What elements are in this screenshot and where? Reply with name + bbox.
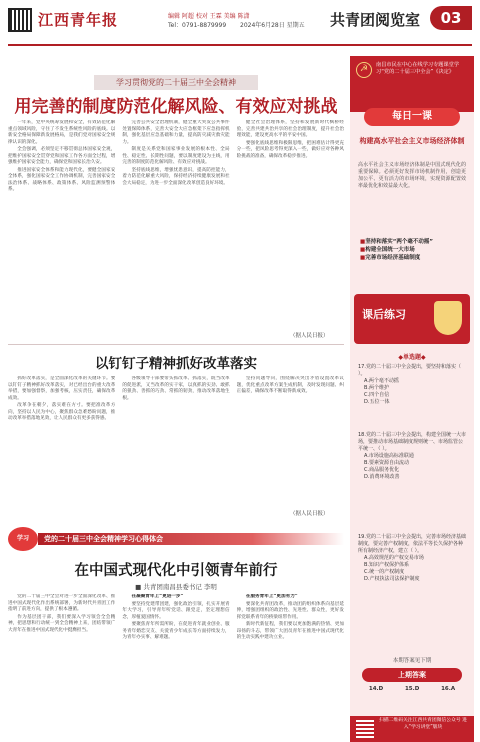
answer-option[interactable]: B.知识产权保护体系 xyxy=(364,562,410,568)
paragraph: 要强化底线思维和极限思维，把困难估计得更充分一些，把风险思考得更深入一些，做好应对各种风险挑战的准备，确保改革稳步推进。 xyxy=(236,140,344,159)
article1-body xyxy=(8,120,344,328)
paragraph: 一年来，党中央统筹发展和安全，有效防范化解重点领域风险，守住了不发生系统性风险的底线。以新安全格局保障新发展格局，是我们党对国家安全规律认识的深化。 xyxy=(8,120,116,145)
daily-lesson-title: 每日一课 xyxy=(364,108,460,126)
paragraph: 要深化共青团改革，推动团的组织体系向基层延伸，增强团组织的政治性、先进性、群众性，更好发挥党联系青年的桥梁纽带作用。 xyxy=(236,601,344,620)
subheading: 在凝聚青年上“更进一步” xyxy=(131,594,184,599)
answer-option[interactable]: C.四个自信 xyxy=(364,392,390,398)
answer-option[interactable]: D.产权执法司法保护制度 xyxy=(364,576,420,582)
article2-column xyxy=(8,376,115,506)
telephone: Tel：0791-8879999 xyxy=(168,22,227,29)
article1-column xyxy=(122,120,229,328)
exercise-title: 课后练习 xyxy=(362,308,406,321)
article3-column xyxy=(237,594,344,738)
question xyxy=(358,432,466,481)
subheading: 在服务青年上“更加有力” xyxy=(245,594,298,599)
answer-option[interactable]: D.消费环境改善 xyxy=(364,474,400,480)
section-banner xyxy=(8,527,344,551)
article1-kicker-wrap xyxy=(8,70,344,90)
paragraph: 要聚焦青年所需所盼，在促进青年就业创业、服务青年婚恋交友、关爱青少年成长等方面持续发力，为青年办实事、解难题。 xyxy=(122,622,230,640)
article1-source: （据人民日报） xyxy=(290,333,329,339)
sidebar-header-text: 南昌市民在中心在线学习专题课堂学习“党的二十届三中全会”《决定》 xyxy=(376,62,460,75)
lesson-intro: 高水平社会主义市场经济体制是中国式现代化的重要保障。必须更好发挥市场机制作用，创造更加公平、更有活力的市场环境，实现资源配置效率最优化和效益最大化。 xyxy=(358,162,466,189)
footer-text: 扫描二维码关注江西共青团微信公众号 进入“学习讲堂”版块 xyxy=(379,718,467,730)
article2-body xyxy=(8,376,344,506)
answer: 14.D xyxy=(368,686,384,692)
article3-column xyxy=(8,594,115,738)
previous-answers xyxy=(358,686,466,692)
section-title: 共青团阅览室 xyxy=(330,11,421,29)
article2-column xyxy=(237,376,344,506)
paragraph: 坚持问题导向，围绕解决突出矛盾设置改革议题，优化重点改革方案生成机制，及时发现问题、纠正偏差，确保改革不断取得新成效。 xyxy=(236,376,344,394)
divider xyxy=(8,344,344,345)
answer-option[interactable]: A.市场设施高标准联通 xyxy=(364,453,414,459)
issue-date: 2024年6月28日 星期五 xyxy=(240,22,305,29)
question xyxy=(358,534,466,583)
paragraph: 新时代新征程，我们要以更加饱满的热情、更加昂扬的斗志，带领广大团员青年在推进中国式现代化的生动实践中建功立业。 xyxy=(236,622,344,640)
paragraph: 完善公共安全治理机制，健全重大突发公共事件处置保障体系，完善大安全大应急框架下应急指挥机制，强化基层应急基础和力量，提高防灾减灾救灾能力。 xyxy=(122,120,230,145)
page-number: 03 xyxy=(430,6,472,30)
paragraph: 要坚持党建带团建，强化政治引领，扎实开展青年大学习，引导青年听党话、跟党走，坚定理想信念，厚植爱国情怀。 xyxy=(122,601,230,620)
answer: 15.D xyxy=(404,686,420,692)
paragraph: 抓好改革落实，是全面深化改革的关键环节。要以钉钉子精神抓好改革落实，对已经出台的重大改革举措，要加强督察，加强考核，压实责任，确保改革成效。 xyxy=(8,376,116,401)
banner-title: 党的二十届三中全会精神学习心得体会 xyxy=(44,535,163,543)
banner-badge: 学习 xyxy=(8,527,38,551)
article1-headline[interactable]: 用完善的制度防范化解风险、有效应对挑战 xyxy=(14,97,338,117)
qr-code-icon[interactable] xyxy=(8,8,32,32)
article3-body xyxy=(8,594,344,738)
answer-option[interactable]: A.高效规范的产权交易市场 xyxy=(364,555,424,561)
paragraph: 作为基层团干部，我们要深入学习领会全会精神，把思想和行动统一到全会精神上来，团结带领广大青年在推进中国式现代化中挺膺担当。 xyxy=(8,614,116,633)
shield-icon xyxy=(434,301,462,335)
article3-headline[interactable]: 在中国式现代化中引领青年前行 xyxy=(74,562,278,579)
list-item: ■ 构建全国统一大市场 xyxy=(360,246,468,254)
answer-option[interactable]: B.要素资源自由流动 xyxy=(364,460,410,466)
party-emblem-icon: ☭ xyxy=(356,62,372,78)
answer-option[interactable]: A.两个毫不动摇 xyxy=(364,378,399,384)
question xyxy=(358,364,466,406)
answers-row xyxy=(358,686,466,692)
qr-code-icon[interactable] xyxy=(356,720,374,738)
article3-column xyxy=(122,594,229,738)
answer-option[interactable]: C.统一的产权制度 xyxy=(364,569,405,575)
article1-kicker: 学习贯彻党的二十届三中全会精神 xyxy=(94,75,258,90)
answer-option[interactable]: D.五位一体 xyxy=(364,399,390,405)
masthead xyxy=(8,6,472,46)
paragraph: 健全社会治理体系，坚持和发展新时代枫桥经验，完善共建共治共享的社会治理制度，提升社会治理效能，建设更高水平的平安中国。 xyxy=(236,120,344,138)
sidebar-header xyxy=(350,56,474,112)
lesson-topic: 构建高水平社会主义市场经济体制 xyxy=(359,137,465,145)
question-text: 18.党的二十届三中全会提出，构建全国统一大市场，要推动市场基础制度规则统一、市场监管公平统一、（ ）。 xyxy=(358,432,466,452)
paper-name: 江西青年报 xyxy=(38,11,119,29)
article1-column xyxy=(237,120,344,328)
question-text: 17.党的二十届三中全会提出，要坚持和落实（ ）。 xyxy=(358,364,461,377)
article2-source: （据人民日报） xyxy=(290,511,329,517)
paragraph: 全会强调，必须坚定不移贯彻总体国家安全观，把维护国家安全贯穿党和国家工作各方面全过程，增强维护国家安全能力，确保党和国家长治久安。 xyxy=(8,147,116,165)
answer: 16.A xyxy=(441,686,456,692)
sidebar-daily-lesson xyxy=(350,56,474,742)
answer-option[interactable]: B.两个维护 xyxy=(364,385,390,391)
previous-answers-button[interactable]: 上期答案 xyxy=(362,668,462,682)
paragraph: 推进国家安全体系和能力现代化，要健全国家安全体系，强化国家安全工作协调机制，完善国家安全法治体系、战略体系、政策体系、风险监测预警体系。 xyxy=(8,167,116,192)
paragraph: 改革争在朝夕，落实难在方寸。要把准改革方向，坚持以人民为中心，聚焦群众急难愁盼问题，推动改革举措落地见效，让人民群众有更多获得感。 xyxy=(8,403,116,421)
answer-note: 本期答案见下期 xyxy=(392,658,432,664)
question-text: 19.党的二十届三中全会提出，完善市场经济基础制度，要完善产权制度，依法平等长久保护各种所有制经济产权，建立（ ）。 xyxy=(358,534,466,554)
answer-option[interactable]: C.商品服务优化 xyxy=(364,467,400,473)
exercise-banner xyxy=(354,294,470,344)
article2-headline[interactable]: 以钉钉子精神抓好改革落实 xyxy=(95,356,257,372)
paragraph: 制度是关系党和国家事业发展的根本性、全局性、稳定性、长期性问题，要以制度建设为主线，用完善的制度防范化解风险、有效应对挑战。 xyxy=(122,147,230,165)
editor-credits: 编辑 阿超 校对 王霖 美编 陈潇 xyxy=(168,13,250,20)
article2-column xyxy=(122,376,229,506)
sidebar-footer xyxy=(350,716,474,742)
paragraph: 各级领导干部要带头抓改革、抓落实，既当改革的促进派，又当改革的实干家，以真抓的实劲、敢抓的狠劲、善抓的巧劲、常抓的韧劲，推动改革落地生根。 xyxy=(122,376,230,401)
article1-column xyxy=(8,120,115,328)
paragraph: 坚持底线思维，增强忧患意识，提高防控能力，着力防范化解重大风险，保持经济持续健康发展和社会大局稳定，为进一步全面深化改革创造良好环境。 xyxy=(122,167,230,186)
single-choice-header: ◆单选题◆ xyxy=(398,354,426,361)
article3-byline: ■ 共青团南昌县委书记 李明 xyxy=(135,583,217,591)
list-item: ■ 坚持和落实“两个毫不动摇” xyxy=(360,238,468,246)
paragraph: 党的二十届三中全会对进一步全面深化改革、推进中国式现代化作出系统部署，为新时代共青团工作指明了前进方向，提供了根本遵循。 xyxy=(8,594,116,612)
lesson-points xyxy=(360,238,468,262)
list-item: ■ 完善市场经济基础制度 xyxy=(360,254,468,262)
